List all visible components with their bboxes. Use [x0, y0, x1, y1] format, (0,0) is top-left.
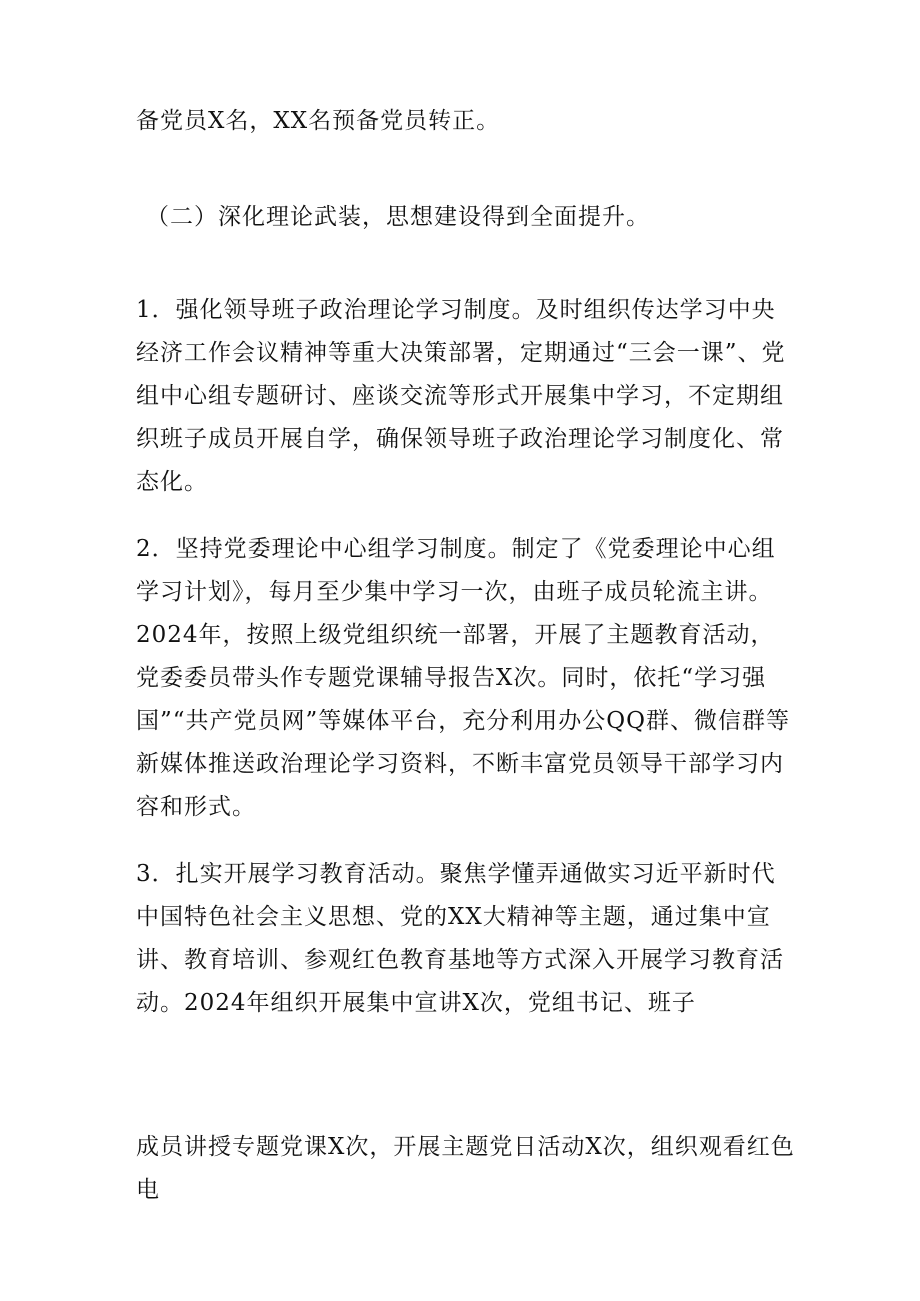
paragraph-item-3: 3．扎实开展学习教育活动。聚焦学懂弄通做实习近平新时代中国特色社会主义思想、党的XX大精神等主题，通过集中宣讲、教育培训、参观红色教育基地等方式深入开展学习教育活动。2024年组织开展集中宣讲X次，党组书记、班子	[136, 861, 784, 1016]
paragraph-continuation: 成员讲授专题党课X次，开展主题党日活动X次，组织观看红色电	[136, 1134, 795, 1203]
section-heading-theory: （二）深化理论武装，思想建设得到全面提升。	[146, 204, 650, 230]
paragraph-item-2: 2．坚持党委理论中心组学习制度。制定了《党委理论中心组学习计划》，每月至少集中学习一次，由班子成员轮流主讲。2024年，按照上级党组织统一部署，开展了主题教育活动，党委委员带头作专题党课辅导报告X次。同时，依托“学习强国”“共产党员网”等媒体平台，充分利用办公QQ群、微信群等新媒体推送政治理论学习资料，不断丰富党员领导干部学习内容和形式。	[136, 536, 790, 820]
paragraph-item-1: 1．强化领导班子政治理论学习制度。及时组织传达学习中央经济工作会议精神等重大决策部署，定期通过“三会一课”、党组中心组专题研讨、座谈交流等形式开展集中学习，不定期组织班子成员开展自学，确保领导班子政治理论学习制度化、常态化。	[136, 297, 786, 495]
paragraph-party-members: 备党员X名，XX名预备党员转正。	[136, 108, 501, 134]
